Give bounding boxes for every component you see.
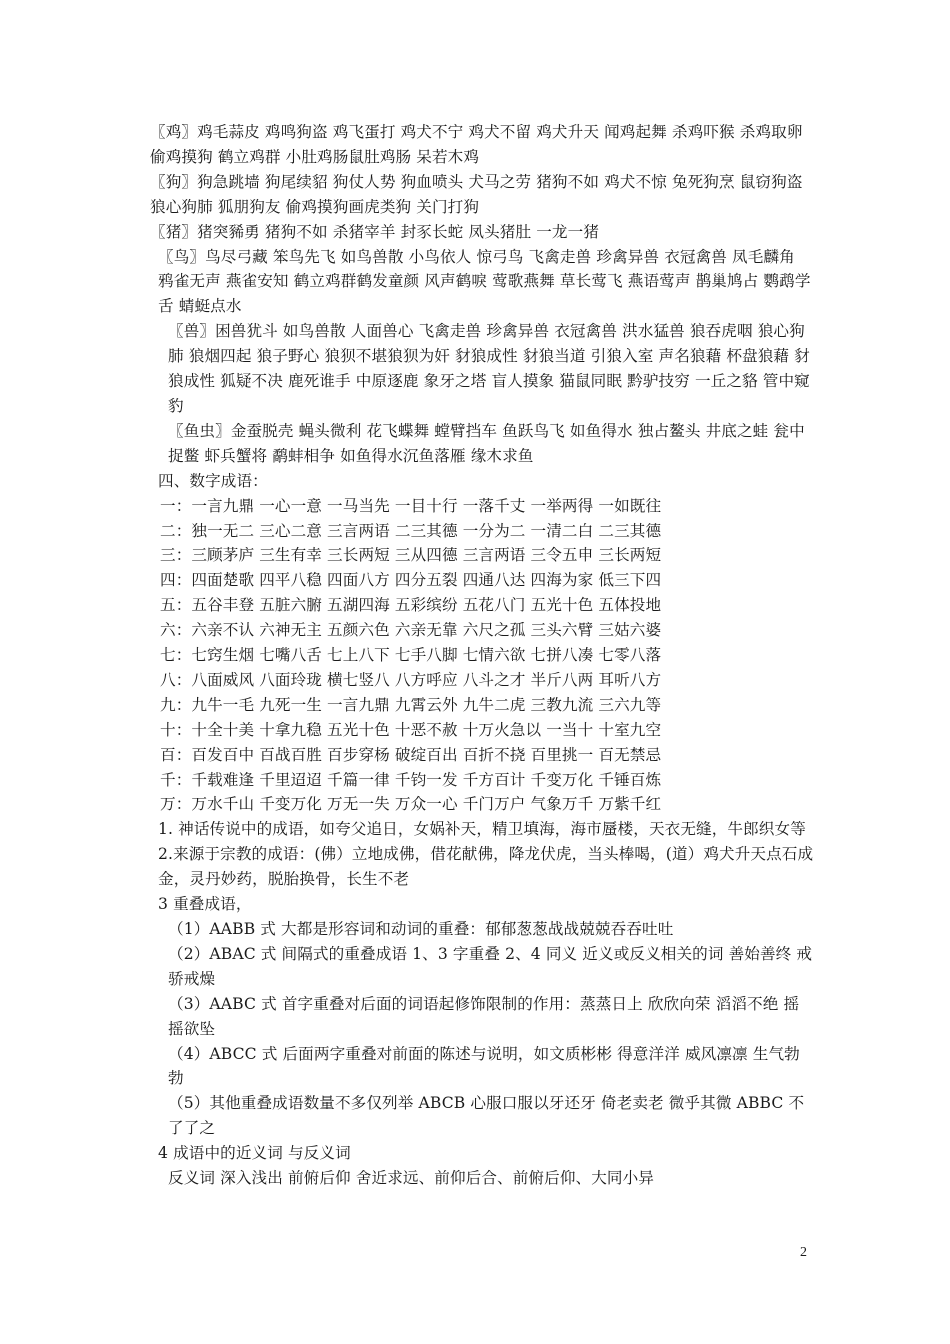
number-row-thousand: 千：千载难逢 千里迢迢 千篇一律 千钧一发 千方百计 千变万化 千锤百炼: [160, 770, 662, 789]
note-myth-idioms: 1. 神话传说中的成语，如夸父追日，女娲补天，精卫填海，海市蜃楼，天衣无缝，牛郎织女等: [158, 820, 806, 839]
paragraph-beast-idioms: 〖兽〗困兽犹斗 如鸟兽散 人面兽心 飞禽走兽 珍禽异兽 衣冠禽兽 洪水猛兽 狼吞虎咽 狼心狗肺 狼烟四起 狼子野心 狼狈不堪狼狈为奸 豺狼成性 豺狼当道 引狼入室 声名狼藉 杯盘狼藉 豺狼成性 狐疑不决 鹿死谁手 中原逐鹿 象牙之塔 盲人摸象 猫鼠同眠 黔驴技穷 一丘之貉 管中窥豹: [168, 322, 810, 415]
number-row-one: 一：一言九鼎 一心一意 一马当先 一目十行 一落千丈 一举两得 一如既往: [160, 496, 662, 515]
note-religion-idioms: 2.来源于宗教的成语：(佛）立地成佛，借花献佛，降龙伏虎，当头棒喝，(道）鸡犬升天点石成金，灵丹妙药，脱胎换骨，长生不老: [158, 845, 814, 889]
number-row-six: 六：六亲不认 六神无主 五颜六色 六亲无靠 六尺之孤 三头六臂 三姑六婆: [160, 621, 662, 640]
paragraph-chicken-idioms: 〖鸡〗鸡毛蒜皮 鸡鸣狗盗 鸡飞蛋打 鸡犬不宁 鸡犬不留 鸡犬升天 闻鸡起舞 杀鸡吓猴 杀鸡取卵 偷鸡摸狗 鹤立鸡群 小肚鸡肠鼠肚鸡肠 呆若木鸡: [150, 123, 803, 166]
note-antonyms: 反义词 深入浅出 前俯后仰 舍近求远、前仰后合、前俯后仰、大同小异: [168, 1169, 654, 1188]
number-row-ten: 十：十全十美 十拿九稳 五光十色 十恶不赦 十万火急以 一当十 十室九空: [160, 720, 662, 739]
page-number: 2: [800, 1245, 807, 1260]
number-row-three: 三：三顾茅庐 三生有幸 三长两短 三从四德 三言两语 三令五申 三长两短: [160, 546, 662, 565]
number-row-four: 四：四面楚歌 四平八稳 四面八方 四分五裂 四通八达 四海为家 低三下四: [160, 571, 662, 590]
note-aabc: （3）AABC 式 首字重叠对后面的词语起修饰限制的作用：蒸蒸日上 欣欣向荣 滔滔不绝 摇摇欲坠: [168, 994, 800, 1038]
paragraph-dog-idioms: 〖狗〗狗急跳墙 狗尾续貂 狗仗人势 狗血喷头 犬马之劳 猪狗不如 鸡犬不惊 兔死狗烹 鼠窃狗盗 狼心狗肺 狐朋狗友 偷鸡摸狗画虎类狗 关门打狗: [150, 172, 803, 216]
number-row-eight: 八：八面威风 八面玲珑 横七竖八 八方呼应 八斗之才 半斤八两 耳听八方: [160, 670, 662, 689]
section-heading-number-idioms: 四、数字成语：: [158, 471, 268, 490]
paragraph-fish-insect-idioms: 〖鱼虫〗金蚕脱壳 蝇头微利 花飞蝶舞 螳臂挡车 鱼跃鸟飞 如鱼得水 独占鳌头 井底之蛙 瓮中捉鳖 虾兵蟹将 鹬蚌相争 如鱼得水沉鱼落雁 缘木求鱼: [168, 421, 805, 465]
number-row-hundred: 百：百发百中 百战百胜 百步穿杨 破绽百出 百折不挠 百里挑一 百无禁忌: [160, 745, 662, 764]
paragraph-bird-idioms: 〖鸟〗鸟尽弓藏 笨鸟先飞 如鸟兽散 小鸟依人 惊弓鸟 飞禽走兽 珍禽异兽 衣冠禽兽 凤毛麟角 鸦雀无声 燕雀安知 鹤立鸡群鹤发童颜 风声鹤唳 莺歌燕舞 草长莺飞 燕语莺声 鹊巢鸠占 鹦鹉学舌 蜻蜓点水: [158, 247, 811, 316]
paragraph-pig-idioms: 〖猪〗猪突豨勇 猪狗不如 杀猪宰羊 封豕长蛇 凤头猪肚 一龙一猪: [150, 222, 600, 241]
note-reduplication-heading: 3 重叠成语，: [158, 895, 252, 914]
number-row-five: 五：五谷丰登 五脏六腑 五湖四海 五彩缤纷 五花八门 五光十色 五体投地: [160, 596, 662, 615]
number-row-ten-thousand: 万：万水千山 千变万化 万无一失 万众一心 千门万户 气象万千 万紫千红: [160, 795, 662, 814]
note-synonym-antonym-heading: 4 成语中的近义词 与反义词: [158, 1144, 351, 1163]
note-abcc: （4）ABCC 式 后面两字重叠对前面的陈述与说明，如文质彬彬 得意洋洋 威风凛凛 生气勃勃: [168, 1044, 800, 1088]
note-aabb: （1）AABB 式 大都是形容词和动词的重叠：郁郁葱葱战战兢兢吞吞吐吐: [168, 920, 674, 938]
number-row-two: 二：独一无二 三心二意 三言两语 二三其德 一分为二 一清二白 二三其德: [160, 521, 662, 540]
number-row-seven: 七：七窍生烟 七嘴八舌 七上八下 七手八脚 七情六欲 七拼八凑 七零八落: [160, 646, 662, 665]
number-row-nine: 九：九牛一毛 九死一生 一言九鼎 九霄云外 九牛二虎 三教九流 三六九等: [160, 695, 662, 714]
note-other-reduplication: （5）其他重叠成语数量不多仅列举 ABCB 心服口服以牙还牙 倚老卖老 微乎其微 ABBC 不了了之: [168, 1094, 805, 1138]
document-body: [144, 120, 814, 1191]
note-abac: （2）ABAC 式 间隔式的重叠成语 1、3 字重叠 2、4 同义 近义或反义相关的词 善始善终 戒骄戒燥: [168, 944, 813, 988]
